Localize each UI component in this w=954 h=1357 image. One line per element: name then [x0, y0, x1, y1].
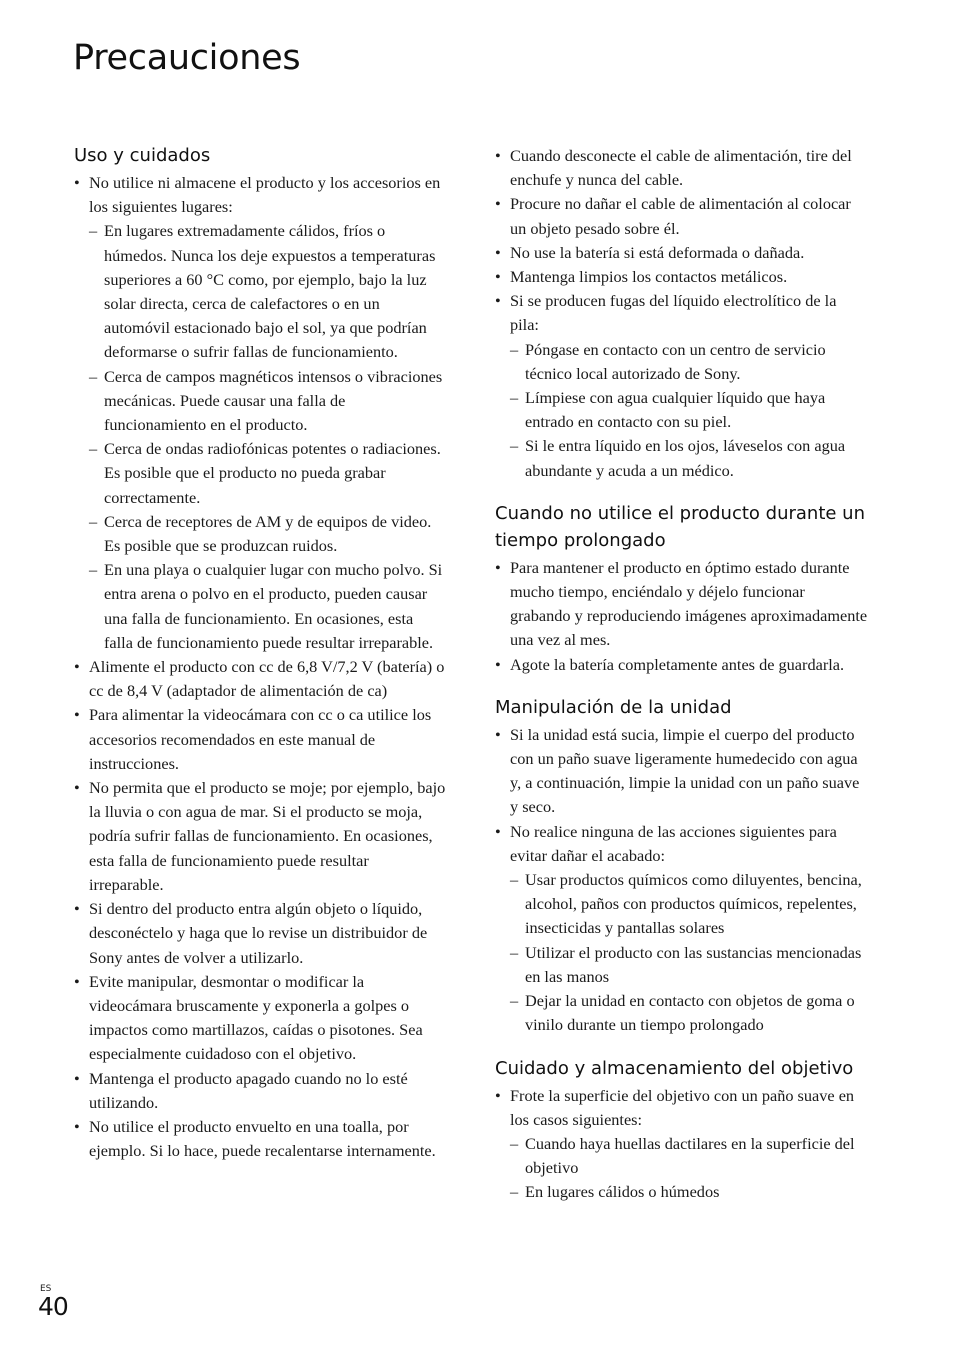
bullet-list-uso	[74, 171, 446, 1163]
bullet-item: • Para alimentar la videocámara con cc o ca utilice los accesorios recomendados en este manual de instrucciones.	[74, 703, 446, 776]
sub-item: – Cuando haya huellas dactilares en la superficie del objetivo	[510, 1132, 869, 1180]
bullet-item	[495, 1084, 869, 1205]
sub-item: – En una playa o cualquier lugar con mucho polvo. Si entra arena o polvo en el producto, pueden causar una falla de funcionamiento. En ocasiones, esta falla de funcionamiento puede resultar irreparable.	[89, 558, 446, 655]
bullet-item: • Alimente el producto con cc de 6,8 V/7,2 V (batería) o cc de 8,4 V (adaptador de alimentación de ca)	[74, 655, 446, 703]
sub-item: – Cerca de campos magnéticos intensos o vibraciones mecánicas. Puede causar una falla de funcionamiento en el producto.	[89, 365, 446, 438]
bullet-item: • No utilice el producto envuelto en una toalla, por ejemplo. Si lo hace, puede recalentarse internamente.	[74, 1115, 446, 1163]
sub-item: – Si le entra líquido en los ojos, láveselos con agua abundante y acuda a un médico.	[510, 434, 869, 482]
page-title: Precauciones	[73, 38, 301, 78]
bullet-item: • Para mantener el producto en óptimo estado durante mucho tiempo, enciéndalo y déjelo funcionar grabando y reproduciendo imágenes aproximadamente una vez al mes.	[495, 556, 869, 653]
bullet-text: No realice ninguna de las acciones siguientes para evitar dañar el acabado:	[510, 821, 837, 865]
bullet-list-continued	[495, 144, 869, 483]
bullet-list-manipulacion	[495, 723, 869, 1038]
sub-list-lugares	[89, 219, 446, 655]
bullet-item: • Agote la batería completamente antes de guardarla.	[495, 653, 869, 677]
bullet-item: • No permita que el producto se moje; por ejemplo, bajo la lluvia o con agua de mar. Si el producto se moja, podría sufrir fallas de funcionamiento. En ocasiones, esta falla de funcionamiento puede resultar irreparable.	[74, 776, 446, 897]
sub-list-fugas	[510, 338, 869, 483]
sub-item: – En lugares extremadamente cálidos, fríos o húmedos. Nunca los deje expuestos a temperaturas superiores a 60 °C como, por ejemplo, bajo la luz solar directa, cerca de calefactores o en un automóvil estacionado bajo el sol, ya que podrían deformarse o sufrir fallas de funcionamiento.	[89, 219, 446, 364]
bullet-item: • Procure no dañar el cable de alimentación al colocar un objeto pesado sobre él.	[495, 192, 869, 240]
sub-item: – En lugares cálidos o húmedos	[510, 1180, 869, 1204]
bullet-item: • Si dentro del producto entra algún objeto o líquido, desconéctelo y haga que lo revise un distribuidor de Sony antes de volver a utilizarlo.	[74, 897, 446, 970]
section-heading-uso-y-cuidados: Uso y cuidados	[74, 145, 211, 166]
sub-item: – Cerca de ondas radiofónicas potentes o radiaciones. Es posible que el producto no pueda grabar correctamente.	[89, 437, 446, 510]
bullet-list-no-utilice	[495, 556, 869, 677]
bullet-item	[495, 289, 869, 483]
bullet-item: • Mantenga el producto apagado cuando no lo esté utilizando.	[74, 1067, 446, 1115]
bullet-item: • Mantenga limpios los contactos metálicos.	[495, 265, 869, 289]
bullet-list-objetivo	[495, 1084, 869, 1205]
section-heading-no-utilice: Cuando no utilice el producto durante un tiempo prolongado	[495, 502, 865, 551]
sub-list-objetivo	[510, 1132, 869, 1205]
bullet-text: Si se producen fugas del líquido electrolítico de la pila:	[510, 291, 837, 335]
sub-item: – Póngase en contacto con un centro de servicio técnico local autorizado de Sony.	[510, 338, 869, 386]
bullet-item: • Evite manipular, desmontar o modificar la videocámara bruscamente y exponerla a golpes o impactos como martillazos, caídas o pisotones. Sea especialmente cuidadoso con el objetivo.	[74, 970, 446, 1067]
page-number: 40	[38, 1292, 68, 1321]
page-language-code: ES	[40, 1284, 52, 1294]
bullet-text: No utilice ni almacene el producto y los accesorios en los siguientes lugares:	[89, 173, 441, 217]
bullet-item: • No use la batería si está deformada o dañada.	[495, 241, 869, 265]
section-heading-manipulacion: Manipulación de la unidad	[495, 696, 732, 718]
sub-item: – Utilizar el producto con las sustancias mencionadas en las manos	[510, 941, 869, 989]
section-heading-objetivo: Cuidado y almacenamiento del objetivo	[495, 1057, 854, 1079]
sub-item: – Límpiese con agua cualquier líquido que haya entrado en contacto con su piel.	[510, 386, 869, 434]
sub-item: – Usar productos químicos como diluyentes, bencina, alcohol, paños con productos químicos, repelentes, insecticidas y pantallas solares	[510, 868, 869, 941]
bullet-text: Frote la superficie del objetivo con un paño suave en los casos siguientes:	[510, 1085, 855, 1129]
sub-list-acabado	[510, 868, 869, 1037]
left-column	[74, 142, 446, 1163]
bullet-item	[495, 820, 869, 1038]
sub-item: – Cerca de receptores de AM y de equipos de video. Es posible que se produzcan ruidos.	[89, 510, 446, 558]
sub-item: – Dejar la unidad en contacto con objetos de goma o vinilo durante un tiempo prolongado	[510, 989, 869, 1037]
bullet-item: • Si la unidad está sucia, limpie el cuerpo del producto con un paño suave ligeramente humedecido con agua y, a continuación, limpie la unidad con un paño suave y seco.	[495, 723, 869, 820]
right-column	[495, 144, 869, 1205]
bullet-item	[74, 171, 446, 655]
bullet-item: • Cuando desconecte el cable de alimentación, tire del enchufe y nunca del cable.	[495, 144, 869, 192]
